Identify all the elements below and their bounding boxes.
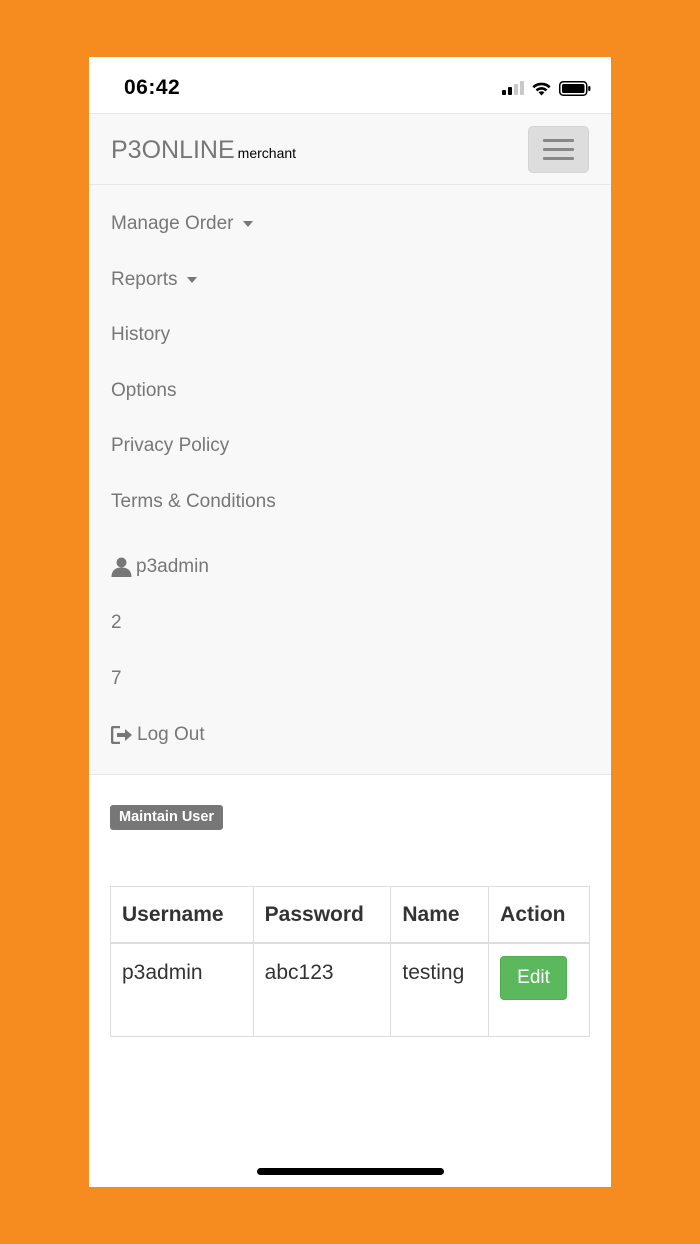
menu-item-history[interactable] — [111, 324, 170, 346]
navbar — [89, 113, 611, 185]
menu-item-manage-order[interactable] — [111, 213, 253, 235]
menu-item-label: 7 — [111, 668, 122, 689]
cell-password: abc123 — [253, 943, 391, 1037]
cellular-signal-icon — [502, 81, 524, 95]
menu-item-count-7[interactable] — [111, 668, 122, 690]
hamburger-icon-bar — [543, 157, 574, 160]
navbar-collapsed-menu — [89, 185, 611, 775]
menu-item-count-2[interactable] — [111, 612, 122, 634]
menu-item-label: Options — [111, 380, 177, 401]
status-bar — [89, 57, 611, 113]
table-header-row — [111, 887, 590, 943]
menu-item-label: Log Out — [137, 724, 205, 745]
users-table — [110, 886, 590, 1037]
menu-item-log-out[interactable] — [111, 724, 205, 746]
logout-icon — [111, 726, 133, 744]
menu-item-label: History — [111, 324, 171, 345]
phone-screen — [89, 57, 611, 1187]
menu-toggle-button[interactable] — [528, 126, 589, 173]
caret-down-icon — [187, 277, 197, 283]
user-icon — [111, 557, 132, 577]
cell-action — [489, 943, 590, 1037]
menu-item-user-account[interactable] — [111, 556, 209, 578]
menu-item-label: Manage Order — [111, 213, 234, 234]
table-row — [111, 943, 590, 1037]
brand-title: P3ONLINE — [111, 136, 235, 164]
menu-item-label: p3admin — [136, 556, 209, 577]
brand-link[interactable] — [111, 136, 296, 165]
cell-name: testing — [391, 943, 489, 1037]
menu-item-label: Terms & Conditions — [111, 491, 276, 512]
section-label: Maintain User — [110, 805, 223, 830]
edit-button[interactable]: Edit — [500, 956, 567, 1000]
menu-item-terms-conditions[interactable] — [111, 491, 276, 513]
column-header-password: Password — [253, 887, 391, 943]
home-indicator — [257, 1168, 444, 1175]
battery-icon — [559, 81, 591, 96]
wifi-icon — [531, 81, 552, 96]
column-header-action: Action — [489, 887, 590, 943]
caret-down-icon — [243, 221, 253, 227]
column-header-name: Name — [391, 887, 489, 943]
menu-item-label: Privacy Policy — [111, 435, 230, 456]
menu-item-label: 2 — [111, 612, 122, 633]
menu-item-options[interactable] — [111, 380, 176, 402]
hamburger-icon-bar — [543, 148, 574, 151]
brand-subtitle: merchant — [237, 145, 297, 161]
status-icons — [502, 79, 591, 97]
menu-item-label: Reports — [111, 269, 178, 290]
cell-username: p3admin — [111, 943, 254, 1037]
menu-item-privacy-policy[interactable] — [111, 435, 229, 457]
column-header-username: Username — [111, 887, 254, 943]
status-time: 06:42 — [124, 76, 181, 99]
menu-item-reports[interactable] — [111, 269, 197, 291]
hamburger-icon — [543, 139, 574, 142]
